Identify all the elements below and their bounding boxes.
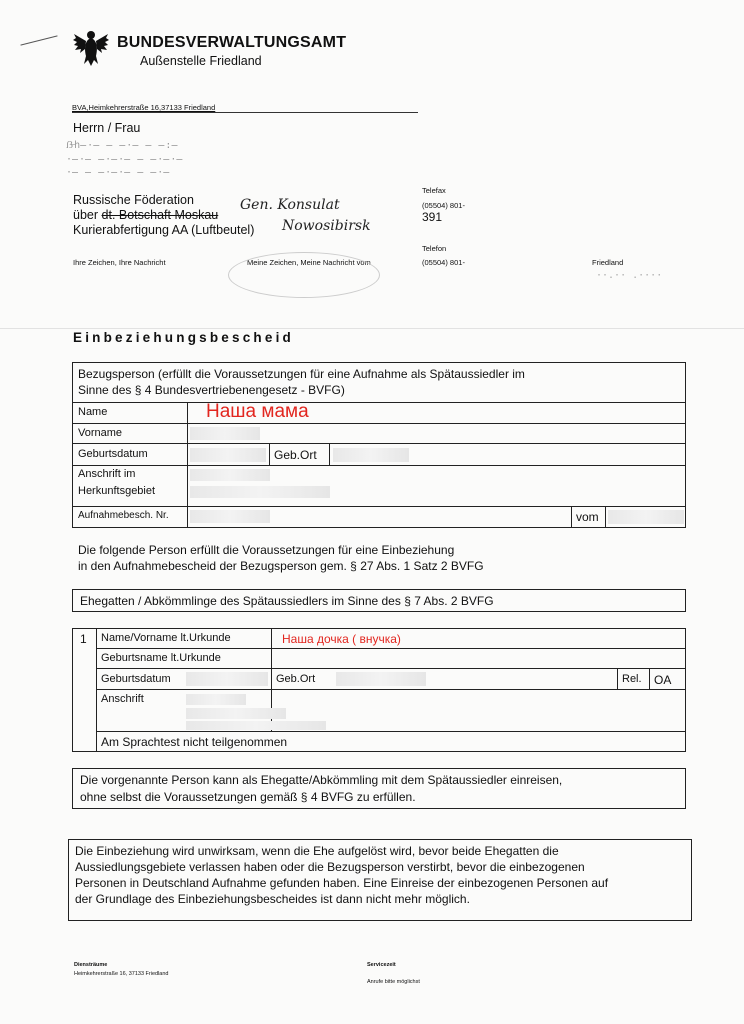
notice2-line-1: Die Einbeziehung wird unwirksam, wenn die Ehe aufgelöst wird, bevor beide Ehegatten die [75,844,559,858]
redacted-person-anschrift [186,694,246,705]
redacted-person-anschrift [186,721,326,730]
label-person-anschrift: Anschrift [101,693,144,705]
tel-prefix: (05504) 801- [422,258,465,267]
redacted-geburtsdatum [190,448,266,462]
document-title: Einbeziehungsbescheid [73,330,294,345]
recipient-via-struck: dt. Botschaft Moskau [101,208,219,222]
footer-right-label: Servicezeit [367,962,396,968]
notice2-line-4: der Grundlage des Einbeziehungsbescheides ist dann nicht mehr möglich. [75,892,470,906]
redacted-person-anschrift [186,708,286,719]
handwritten-city: Nowosibirsk [282,218,371,234]
fold-line [0,328,744,329]
redacted-person-geburtsdatum [186,672,268,686]
redacted-person-geb-ort [336,672,426,686]
sprachtest-note: Am Sprachtest nicht teilgenommen [101,735,288,749]
fax-prefix: (05504) 801- [422,201,465,210]
tel-label: Telefon [422,244,447,253]
label-person-geburtsdatum: Geburtsdatum [101,673,171,685]
footer-left-text: Heimkehrerstraße 16, 37133 Friedland [74,971,169,977]
redacted-vom-date [608,510,684,524]
label-geburtsname: Geburtsname lt.Urkunde [101,652,221,664]
label-geburtsdatum: Geburtsdatum [78,448,148,460]
bezugsperson-heading-2: Sinne des § 4 Bundesvertriebenengesetz - BVFG) [78,383,345,397]
value-person-name: Наша дочка ( внучка) [282,632,401,646]
org-name: BUNDESVERWALTUNGSAMT [117,34,347,51]
person-table [72,628,686,752]
label-vorname: Vorname [78,427,123,439]
label-person-geb-ort: Geb.Ort [276,673,316,685]
fax-extension: 391 [422,210,443,224]
label-anschrift-1: Anschrift im [78,468,136,480]
notice2-line-2: Aussiedlungsgebiete verlassen haben oder die Bezugsperson verstirbt, bevor die einbezogenen [75,860,585,874]
redacted-address: ·̶ ̶ ̶·̶·̶ ̶ ̶·̶ [66,167,171,178]
intro-line-1: Die folgende Person erfüllt die Voraussetzungen für eine Einbeziehung [78,543,455,557]
label-anschrift-2: Herkunftsgebiet [78,485,156,497]
ehegatten-heading: Ehegatten / Abkömmlinge des Spätaussiedlers im Sinne des § 7 Abs. 2 BVFG [80,594,494,608]
branch-name: Außenstelle Friedland [140,54,262,68]
recipient-via-prefix: über [73,208,99,222]
redacted-aufnahme-nr [190,510,270,523]
label-rel: Rel. [622,673,642,685]
footer-right-text: Anrufe bitte möglichst [367,979,420,985]
label-vom: vom [576,510,599,524]
ref-mine: Meine Zeichen, Meine Nachricht vom [247,258,371,267]
notice1-line-1: Die vorgenannte Person kann als Ehegatte/Abkömmling mit dem Spätaussiedler einreisen, [80,773,563,787]
handwritten-consulate: Gen. Konsulat [240,197,340,213]
recipient-country: Russische Föderation [73,193,194,207]
value-rel: OA [654,673,672,687]
label-person-name: Name/Vorname lt.Urkunde [101,632,231,644]
person-number: 1 [80,632,87,646]
salutation: Herrn / Frau [73,121,141,135]
notice1-line-2: ohne selbst die Voraussetzungen gemäß § 4 BVFG zu erfüllen. [80,790,416,804]
label-name: Name [78,406,108,418]
punch-mark [20,35,57,45]
federal-eagle-icon [72,28,110,68]
redacted-vorname [190,427,260,440]
intro-line-2: in den Aufnahmebescheid der Bezugsperson gem. § 27 Abs. 1 Satz 2 BVFG [78,559,484,573]
label-geb-ort: Geb.Ort [274,448,317,462]
notice2-line-3: Personen in Deutschland Aufnahme gefunden haben. Eine Einreise der einbezogenen Personen auf [75,876,609,890]
label-aufnahme: Aufnahmebesch. Nr. [78,510,169,521]
ref-yours: Ihre Zeichen, Ihre Nachricht [73,258,166,267]
sender-rule [72,112,418,113]
recipient-via [73,208,218,222]
redacted-address: ẞ̶h̶·̶ ̶ ̶·̶ ̶ ̶:̶ [66,140,179,151]
redacted-address: ·̶·̶ ̶·̶·̶ ̶ ̶·̶·̶ [66,154,184,165]
footer-left-label: Diensträume [74,962,108,968]
bezugsperson-heading-1: Bezugsperson (erfüllt die Voraussetzungen für eine Aufnahme als Spätaussiedler im [78,367,525,381]
sender-line: BVA,Heimkehrerstraße 16,37133 Friedland [72,103,216,112]
place: Friedland [592,258,624,267]
fax-label: Telefax [422,186,446,195]
value-name: Наша мама [206,401,309,422]
redacted-geb-ort [333,448,409,462]
redacted-date: ··.·· .···· [596,270,663,281]
redacted-anschrift [190,469,270,481]
recipient-courier: Kurierabfertigung AA (Luftbeutel) [73,223,255,237]
redacted-anschrift [190,486,330,498]
faint-stamp [228,252,380,298]
